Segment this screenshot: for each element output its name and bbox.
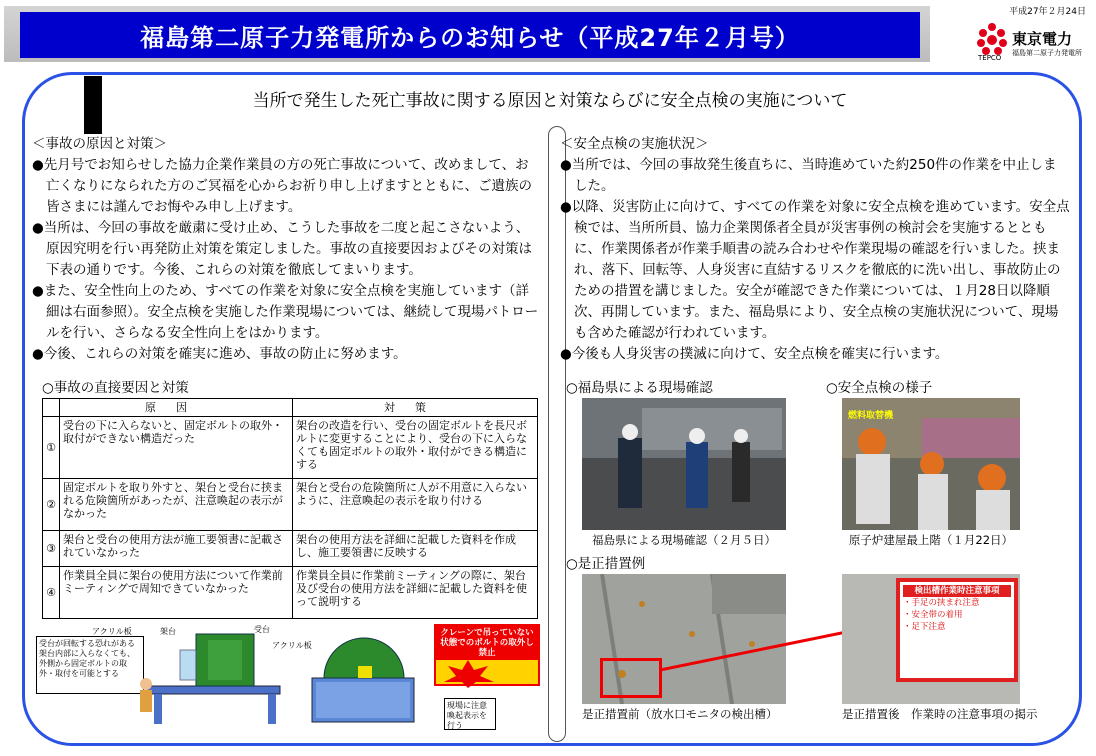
note-box-bolt-access: 受台が回転する恐れがある架台内部に入らなくても、外側から固定ボルトの取外・取付を可能とする bbox=[36, 636, 144, 694]
row-cause: 受台の下に入らないと、固定ボルトの取外・取付ができない構造だった bbox=[60, 417, 293, 479]
caption-after-correction: 是正措置後 作業時の注意事項の掲示 bbox=[842, 707, 1038, 721]
tepco-label: TEPCO bbox=[978, 54, 1002, 62]
table-header-cause: 原因 bbox=[60, 399, 293, 417]
table-row bbox=[43, 531, 538, 567]
table-row bbox=[43, 479, 538, 531]
right-heading: ＜安全点検の実施状況＞ bbox=[560, 136, 709, 152]
label-stand: 受台 bbox=[254, 625, 270, 634]
right-para-2: ●以降、災害防止に向けて、すべての作業を対象に安全点検を進めています。安全点検では、当所所員、協力企業関係者全員が災害事例の検討会を実施するとともに、作業関係者が作業手順書の読み合わせや作業現場の確認を行いました。挟まれ、落下、回転等、人身災害に直結するリスクを徹底的に洗い出し、事故防止のための措置を講じました。安全が確認できた作業については、１月28日以降順次、再開しています。また、福島県により、安全点検の実施状況について、現場も含めた確認が行われています。 bbox=[560, 199, 1070, 341]
photo-prefecture-site-check bbox=[582, 398, 786, 530]
caution-item: ・手足の挟まれ注意 bbox=[903, 598, 980, 608]
row-measure: 架台の改造を行い、受台の固定ボルトを長尺ボルトに変更することにより、受台の下に入らなくても固定ボルトの取外・取付ができる構造にする bbox=[293, 417, 538, 479]
row-number: ② bbox=[43, 479, 60, 531]
row-measure: 架台の使用方法を詳細に記載した資料を作成し、施工要領書に反映する bbox=[293, 531, 538, 567]
right-para-3: ●今後も人身災害の撲滅に向けて、安全点検を確実に行います。 bbox=[560, 346, 949, 362]
issue-date: 平成27年２月24日 bbox=[1009, 7, 1086, 17]
caption-prefecture-site-check: 福島県による現場確認（２月５日） bbox=[592, 533, 776, 547]
left-para-4: ●今後、これらの対策を確実に進め、事故の防止に努めます。 bbox=[32, 346, 407, 362]
photo-reactor-top-floor bbox=[842, 398, 1020, 530]
photo-title-corrective-examples: ○是正措置例 bbox=[566, 556, 646, 572]
photo-workers-illustration bbox=[582, 398, 786, 530]
highlight-box-danger-area bbox=[600, 658, 662, 698]
row-number: ① bbox=[43, 417, 60, 479]
left-para-2: ●当所は、今回の事故を厳粛に受け止め、こうした事故を二度と起こさないよう、原因究明を行い再発防止対策を策定しました。事故の直接要因およびその対策は下表の通りです。今後、これらの対策を徹底してまいります。 bbox=[32, 220, 532, 278]
table-header-measure: 対策 bbox=[293, 399, 538, 417]
label-fuel-handling-machine: 燃料取替機 bbox=[848, 411, 894, 421]
left-para-3: ●また、安全性向上のため、すべての作業を対象に安全点検を実施しています（詳細は右面参照）。安全点検を実施した作業現場については、継続して現場パトロールを行い、さらなる安全性向上をはかります。 bbox=[32, 283, 539, 341]
article-subtitle: 当所で発生した死亡事故に関する原因と対策ならびに安全点検の実施について bbox=[252, 91, 848, 111]
row-cause: 架台と受台の使用方法が施工要領書に記載されていなかった bbox=[60, 531, 293, 567]
left-column bbox=[32, 134, 542, 365]
caption-reactor-top-floor: 原子炉建屋最上階（１月22日） bbox=[848, 533, 1014, 547]
row-cause: 固定ボルトを取り外すと、架台と受台に挟まれる危険箇所があったが、注意喚起の表示がなかった bbox=[60, 479, 293, 531]
left-para-1: ●先月号でお知らせした協力企業作業員の方の死亡事故について、改めまして、お亡くなりになられた方のご冥福を心からお祈り申し上げますとともに、ご遺族の皆さまには謹んでお悔やみ申し上げます。 bbox=[32, 157, 532, 215]
company-logo bbox=[974, 18, 1086, 62]
caution-item: ・足下注意 bbox=[903, 622, 946, 632]
row-measure: 作業員全員に作業前ミーティングの際に、架台及び受台の使用方法を詳細に記載した資料を使って説明する bbox=[293, 567, 538, 619]
warning-sign-text: クレーンで吊っていない状態でのボルトの取外し禁止 bbox=[436, 626, 538, 660]
plant-name: 福島第二原子力発電所 bbox=[1012, 49, 1082, 57]
warning-burst-icon bbox=[440, 660, 496, 688]
row-number: ④ bbox=[43, 567, 60, 619]
label-frame: 架台 bbox=[160, 627, 176, 636]
photo-title-safety-check: ○安全点検の様子 bbox=[826, 380, 933, 396]
label-acrylic-2: アクリル板 bbox=[272, 641, 312, 650]
table-title: ○事故の直接要因と対策 bbox=[42, 380, 189, 396]
row-measure: 架台と受台の危険箇所に人が不用意に入らないように、注意喚起の表示を取り付ける bbox=[293, 479, 538, 531]
table-row bbox=[43, 567, 538, 619]
photo-after-correction bbox=[842, 574, 1020, 704]
table-row bbox=[43, 417, 538, 479]
table-header-row bbox=[43, 399, 538, 417]
table-header-no bbox=[43, 399, 60, 417]
caption-before-correction: 是正措置前（放水口モニタの検出槽） bbox=[582, 707, 778, 721]
company-name: 東京電力 bbox=[1012, 30, 1073, 48]
black-bar-marker bbox=[84, 76, 102, 134]
caution-sign bbox=[896, 578, 1018, 682]
right-column bbox=[560, 134, 1070, 365]
left-heading: ＜事故の原因と対策＞ bbox=[32, 136, 167, 152]
page-title: 福島第二原子力発電所からのお知らせ（平成27年２月号） bbox=[20, 12, 920, 58]
row-cause: 作業員全員に架台の使用方法について作業前ミーティングで周知できていなかった bbox=[60, 567, 293, 619]
caution-sign-title: 検出槽作業時注意事項 bbox=[903, 585, 1011, 597]
label-acrylic-1: アクリル板 bbox=[92, 627, 132, 636]
row-number: ③ bbox=[43, 531, 60, 567]
cause-measure-table bbox=[42, 398, 538, 619]
note-box-caution-display: 現場に注意喚起表示を行う bbox=[444, 698, 496, 730]
caution-item: ・安全帯の着用 bbox=[903, 610, 963, 620]
right-para-1: ●当所では、今回の事故発生後直ちに、当時進めていた約250件の作業を中止しました。 bbox=[560, 157, 1057, 194]
photo-title-prefecture-check: ○福島県による現場確認 bbox=[566, 380, 713, 396]
warning-sign bbox=[434, 624, 540, 686]
frame-diagram-illustration bbox=[128, 620, 428, 736]
